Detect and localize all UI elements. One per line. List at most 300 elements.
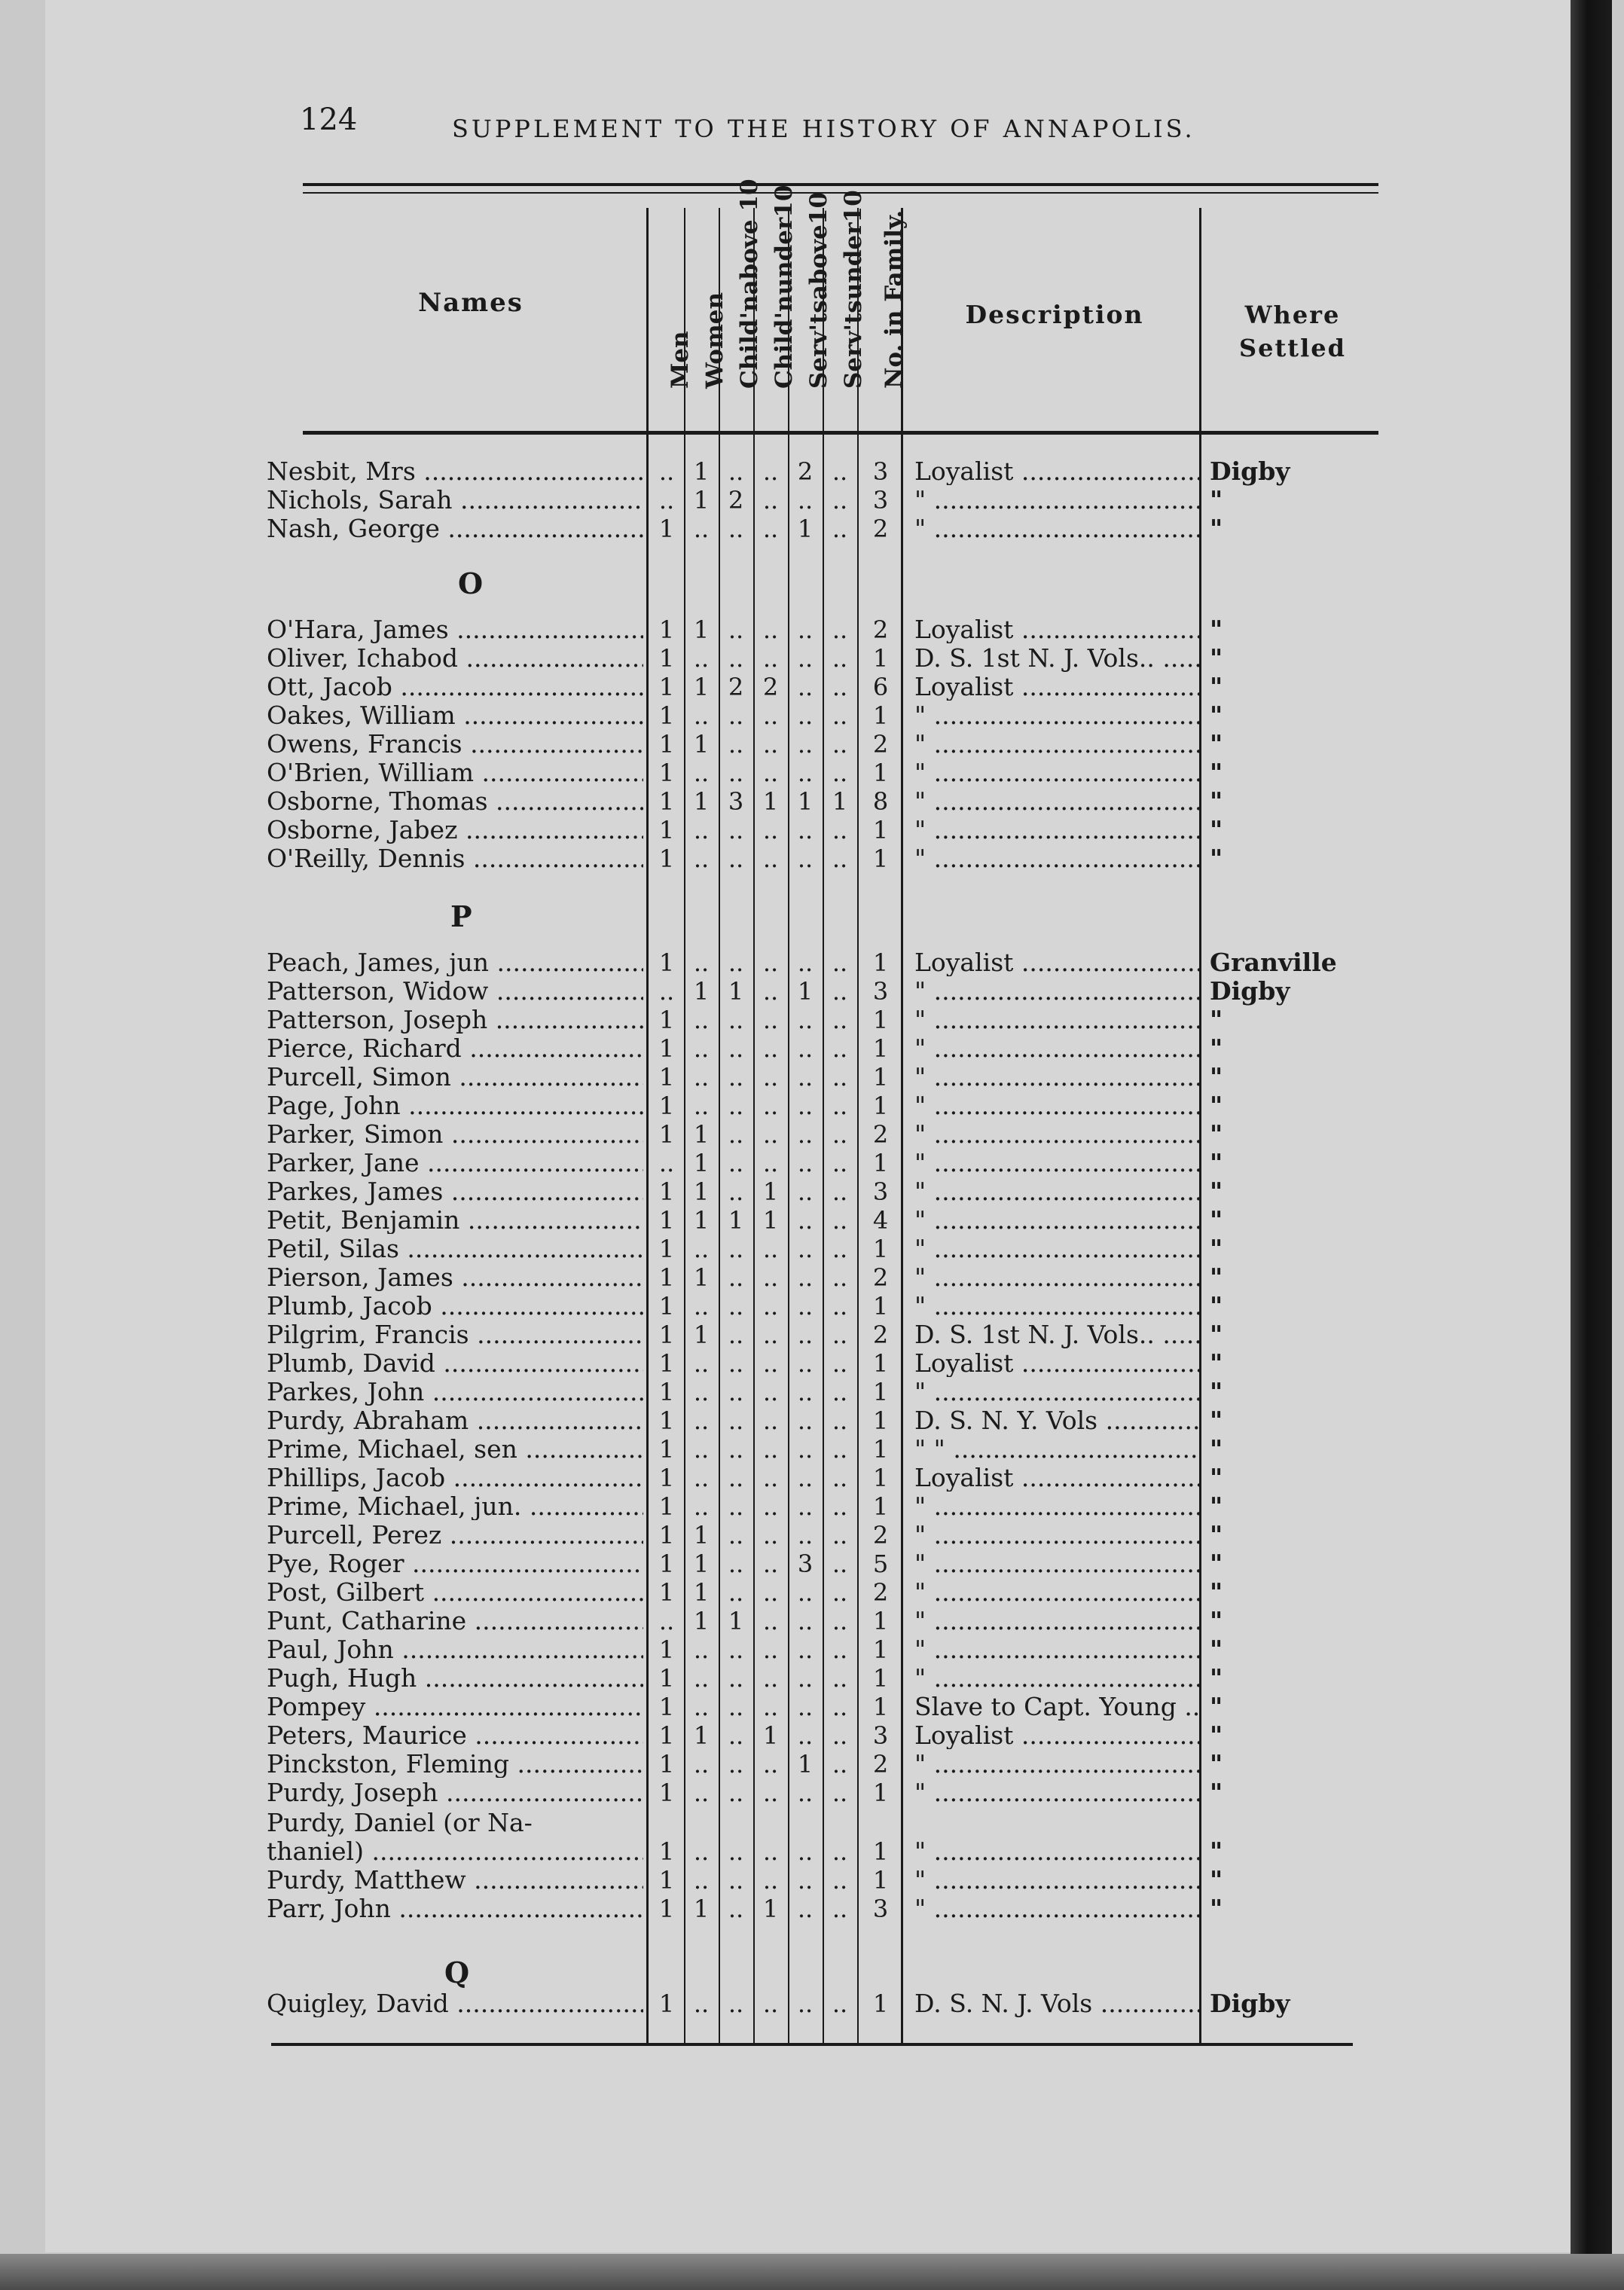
row-name: Page, John ..... [267,1092,643,1119]
row-where-settled: " [1210,815,1223,844]
table-row [0,702,1529,732]
table-row [0,1379,1529,1409]
row-description: " ..... [914,1895,1199,1922]
cell-men: 1 [658,1750,675,1779]
row-description: " ..... [914,1035,1199,1062]
row-where-settled: " [1210,1549,1223,1578]
row-description: " ..... [914,1867,1199,1894]
cell-fam: 2 [872,1521,889,1550]
table-row [0,817,1529,847]
row-description: " ..... [914,1264,1199,1291]
cell-men: 1 [658,1006,675,1034]
cell-ca: .. [728,1120,744,1149]
cell-sa: .. [797,1989,814,2018]
row-where-settled: " [1210,1894,1223,1923]
row-name: Patterson, Joseph ..... [267,1006,643,1034]
cell-su: .. [832,1837,848,1866]
cell-women: .. [693,1435,710,1464]
row-description: " ..... [914,817,1199,844]
row-where-settled: Digby [1210,1989,1290,2018]
row-description: " ..... [914,1207,1199,1234]
cell-ca: 2 [728,486,744,514]
table-row [0,1608,1529,1638]
row-name: O'Brien, William ..... [267,759,643,786]
cell-women: .. [693,1063,710,1092]
table-row [0,1035,1529,1065]
row-where-settled: " [1210,1778,1223,1807]
cell-men: 1 [658,787,675,816]
cell-sa: .. [797,1895,814,1923]
cell-fam: 2 [872,730,889,759]
cell-men: 1 [658,1292,675,1321]
cell-fam: 1 [872,1779,889,1807]
cell-su: .. [832,1521,848,1550]
cell-fam: 1 [872,844,889,873]
row-name: Oakes, William ..... [267,702,643,729]
cell-women: 1 [693,1521,710,1550]
cell-women: 1 [693,1607,710,1635]
table-row [0,1751,1529,1781]
cell-cu: 1 [762,1206,779,1235]
cell-ca: .. [728,644,744,673]
row-where-settled: " [1210,485,1223,514]
cell-cu: .. [762,1235,779,1263]
cell-sa: 1 [797,1750,814,1779]
row-description: " ..... [914,1522,1199,1549]
row-name: Parkes, John ..... [267,1379,643,1406]
row-description: " ..... [914,1751,1199,1778]
cell-men: 1 [658,1177,675,1206]
cell-sa: .. [797,1578,814,1607]
cell-su: .. [832,1492,848,1521]
cell-fam: 1 [872,1989,889,2018]
cell-sa: .. [797,1378,814,1406]
cell-cu: .. [762,644,779,673]
header-children-above: Child'nabove 10 [736,179,763,389]
table-row [0,673,1529,704]
cell-cu: 1 [762,1895,779,1923]
row-where-settled: " [1210,615,1223,644]
row-name: Parr, John ..... [267,1895,643,1922]
row-name: Nash, George ..... [267,515,643,542]
cell-women: 1 [693,486,710,514]
row-description: " ..... [914,1550,1199,1577]
table-row [0,1207,1529,1237]
cell-men: 1 [658,1092,675,1120]
row-description: D. S. N. J. Vols ..... [914,1990,1199,2017]
row-name: Purcell, Simon ..... [267,1064,643,1091]
cell-fam: 1 [872,1837,889,1866]
cell-men: 1 [658,1263,675,1292]
cell-sa: 1 [797,977,814,1006]
cell-fam: 2 [872,1578,889,1607]
cell-sa: .. [797,1664,814,1693]
cell-fam: 5 [872,1550,889,1578]
cell-ca: .. [728,1779,744,1807]
cell-su: .. [832,1635,848,1664]
row-name: Nichols, Sarah ..... [267,487,643,514]
cell-su: .. [832,457,848,486]
table-row [0,1092,1529,1122]
cell-ca: .. [728,615,744,644]
table-row [0,1693,1529,1724]
cell-fam: 1 [872,816,889,844]
header-family: No. in Family. [881,209,908,389]
row-description: D. S. 1st N. J. Vols.. ..... [914,1321,1199,1348]
row-name: Plumb, Jacob ..... [267,1293,643,1320]
table-row [0,1990,1529,2020]
cell-sa: .. [797,730,814,759]
table-row [0,759,1529,789]
cell-fam: 2 [872,615,889,644]
row-name: Pilgrim, Francis ..... [267,1321,643,1348]
cell-men: .. [658,1149,675,1177]
cell-ca: .. [728,1693,744,1721]
cell-su: .. [832,1989,848,2018]
cell-sa: .. [797,1149,814,1177]
row-name: Plumb, David ..... [267,1350,643,1377]
row-name: Peach, James, jun ..... [267,949,643,976]
cell-sa: .. [797,644,814,673]
cell-cu: .. [762,1866,779,1895]
table-row [0,616,1529,646]
table-row [0,458,1529,488]
cell-sa: .. [797,1263,814,1292]
cell-su: .. [832,1578,848,1607]
row-name: Prime, Michael, jun. ..... [267,1493,643,1520]
table-row [0,1350,1529,1380]
cell-fam: 1 [872,1866,889,1895]
row-name: Purdy, Daniel (or Na- [267,1809,533,1837]
cell-fam: 1 [872,1664,889,1693]
row-description: D. S. N. Y. Vols ..... [914,1407,1199,1434]
cell-sa: .. [797,1292,814,1321]
cell-women: 1 [693,1177,710,1206]
table-row [0,1264,1529,1294]
cell-men: 1 [658,1063,675,1092]
row-description: " ..... [914,1006,1199,1034]
row-description: " ..... [914,1064,1199,1091]
cell-women: 1 [693,1578,710,1607]
cell-men: 1 [658,1578,675,1607]
row-where-settled: " [1210,1320,1223,1349]
cell-sa: .. [797,1492,814,1521]
row-description: " ..... [914,845,1199,872]
cell-cu: .. [762,1321,779,1349]
cell-cu: .. [762,457,779,486]
cell-fam: 1 [872,1435,889,1464]
cell-women: .. [693,1378,710,1406]
cell-fam: 2 [872,1120,889,1149]
cell-women: .. [693,1837,710,1866]
cell-fam: 3 [872,1721,889,1750]
cell-men: 1 [658,1866,675,1895]
row-description: " ..... [914,731,1199,758]
cell-ca: 1 [728,977,744,1006]
cell-sa: .. [797,1721,814,1750]
row-name: Purdy, Abraham ..... [267,1407,643,1434]
cell-su: .. [832,730,848,759]
cell-ca: .. [728,759,744,787]
cell-ca: .. [728,1492,744,1521]
table-row [0,1779,1529,1809]
table-row [0,1321,1529,1351]
row-name: Quigley, David ..... [267,1990,643,2017]
cell-su: .. [832,816,848,844]
cell-fam: 1 [872,1063,889,1092]
cell-sa: .. [797,1693,814,1721]
cell-cu: .. [762,1635,779,1664]
cell-fam: 1 [872,1607,889,1635]
row-where-settled: " [1210,1005,1223,1034]
cell-women: .. [693,644,710,673]
row-description: D. S. 1st N. J. Vols.. ..... [914,645,1199,672]
row-description: Loyalist ..... [914,673,1199,701]
row-description: Loyalist ..... [914,1350,1199,1377]
cell-fam: 1 [872,1464,889,1492]
cell-women: .. [693,1464,710,1492]
cell-ca: .. [728,1406,744,1435]
scan-bottom-edge [0,2254,1624,2290]
cell-women: .. [693,1235,710,1263]
row-name: O'Reilly, Dennis ..... [267,845,643,872]
table-row [0,1293,1529,1323]
cell-cu: .. [762,1063,779,1092]
row-name: Punt, Catharine ..... [267,1608,643,1635]
cell-cu: .. [762,514,779,543]
row-name: Osborne, Thomas ..... [267,788,643,815]
cell-cu: .. [762,1492,779,1521]
cell-su: .. [832,1006,848,1034]
cell-ca: .. [728,1292,744,1321]
cell-su: .. [832,1750,848,1779]
row-where-settled: " [1210,1406,1223,1435]
cell-men: 1 [658,1779,675,1807]
row-description: " " ..... [914,1436,1199,1463]
table-row [0,1579,1529,1609]
row-description: Loyalist ..... [914,949,1199,976]
header-where-settled [1199,298,1386,365]
row-where-settled: " [1210,1119,1223,1149]
cell-women: .. [693,1492,710,1521]
cell-sa: .. [797,759,814,787]
row-where-settled: " [1210,1234,1223,1263]
table-row [0,1464,1529,1495]
cell-men: 1 [658,1464,675,1492]
cell-su: .. [832,1607,848,1635]
header-where-line1: Where [1244,301,1341,329]
row-where-settled: " [1210,1148,1223,1177]
cell-su: 1 [832,787,848,816]
cell-cu: 2 [762,673,779,701]
row-description: " ..... [914,759,1199,786]
row-where-settled: " [1210,701,1223,730]
cell-ca: .. [728,844,744,873]
cell-cu: 1 [762,1177,779,1206]
cell-women: .. [693,1006,710,1034]
cell-women: 1 [693,1206,710,1235]
row-description: " ..... [914,702,1199,729]
cell-cu: .. [762,816,779,844]
row-description: Loyalist ..... [914,1464,1199,1492]
header-rule [303,431,1378,435]
cell-sa: .. [797,1063,814,1092]
table-row [0,1522,1529,1552]
cell-cu: .. [762,486,779,514]
row-where-settled: " [1210,1177,1223,1206]
cell-men: 1 [658,673,675,701]
cell-fam: 8 [872,787,889,816]
table-row [0,949,1529,979]
row-where-settled: " [1210,1837,1223,1866]
cell-su: .. [832,615,848,644]
header-servants-under: Serv'tsunder10 [840,190,867,389]
row-where-settled: " [1210,1721,1223,1750]
cell-women: .. [693,701,710,730]
row-where-settled: " [1210,1520,1223,1550]
cell-su: .. [832,1779,848,1807]
cell-su: .. [832,1378,848,1406]
cell-sa: .. [797,1206,814,1235]
row-name: Phillips, Jacob ..... [267,1464,643,1492]
cell-men: 1 [658,1664,675,1693]
row-name: Ott, Jacob ..... [267,673,643,701]
row-where-settled: " [1210,1205,1223,1235]
cell-sa: .. [797,1120,814,1149]
cell-women: .. [693,1406,710,1435]
cell-su: .. [832,1464,848,1492]
row-where-settled: " [1210,729,1223,759]
cell-women: 1 [693,1263,710,1292]
cell-women: .. [693,1292,710,1321]
cell-ca: .. [728,1750,744,1779]
cell-women: 1 [693,787,710,816]
row-description: Slave to Capt. Young ..... [914,1693,1199,1721]
row-description: " ..... [914,1636,1199,1663]
cell-men: 1 [658,644,675,673]
row-name: Parker, Simon ..... [267,1121,643,1148]
cell-ca: .. [728,1235,744,1263]
cell-cu: .. [762,977,779,1006]
cell-men: 1 [658,730,675,759]
cell-su: .. [832,1092,848,1120]
cell-ca: .. [728,816,744,844]
cell-ca: .. [728,514,744,543]
cell-cu: 1 [762,1721,779,1750]
cell-men: 1 [658,1321,675,1349]
cell-ca: .. [728,1866,744,1895]
cell-ca: .. [728,1435,744,1464]
cell-men: 1 [658,615,675,644]
cell-fam: 2 [872,1321,889,1349]
cell-cu: .. [762,1750,779,1779]
cell-men: 1 [658,759,675,787]
cell-ca: .. [728,1664,744,1693]
cell-women: .. [693,1664,710,1693]
cell-cu: .. [762,1779,779,1807]
cell-su: .. [832,1435,848,1464]
cell-women: .. [693,1779,710,1807]
table-row [0,1895,1529,1925]
row-description: " ..... [914,487,1199,514]
row-where-settled: " [1210,1606,1223,1635]
row-where-settled: " [1210,1463,1223,1492]
table-row [0,1665,1529,1695]
row-description: " ..... [914,978,1199,1005]
page-number: 124 [300,102,358,137]
cell-ca: .. [728,1263,744,1292]
table-row [0,1178,1529,1208]
row-where-settled: " [1210,1692,1223,1721]
row-where-settled: " [1210,1091,1223,1120]
cell-su: .. [832,1321,848,1349]
row-description: " ..... [914,1092,1199,1119]
cell-sa: .. [797,816,814,844]
cell-su: .. [832,1550,848,1578]
cell-su: .. [832,1664,848,1693]
cell-fam: 4 [872,1206,889,1235]
cell-su: .. [832,759,848,787]
table-row [0,1006,1529,1037]
cell-sa: .. [797,486,814,514]
row-where-settled: " [1210,758,1223,787]
cell-women: .. [693,1092,710,1120]
cell-sa: 1 [797,514,814,543]
row-description: " ..... [914,1121,1199,1148]
cell-ca: .. [728,1092,744,1120]
row-description: " ..... [914,1838,1199,1865]
cell-fam: 6 [872,673,889,701]
row-description: " ..... [914,1579,1199,1606]
row-name: Parkes, James ..... [267,1178,643,1205]
cell-sa: .. [797,1406,814,1435]
row-where-settled: " [1210,643,1223,673]
cell-fam: 1 [872,948,889,977]
row-where-settled: " [1210,514,1223,543]
cell-men: 1 [658,1206,675,1235]
cell-men: 1 [658,816,675,844]
row-where-settled: " [1210,1348,1223,1378]
row-description: " ..... [914,1665,1199,1692]
cell-women: 1 [693,1149,710,1177]
cell-cu: .. [762,759,779,787]
row-description: " ..... [914,1293,1199,1320]
row-where-settled: Digby [1210,976,1290,1006]
cell-fam: 1 [872,1092,889,1120]
cell-cu: .. [762,1006,779,1034]
cell-cu: .. [762,1464,779,1492]
cell-cu: .. [762,1550,779,1578]
cell-women: 1 [693,977,710,1006]
row-where-settled: " [1210,1865,1223,1895]
top-rule [303,183,1378,186]
table-row [0,1867,1529,1897]
row-where-settled: " [1210,1434,1223,1464]
cell-women: .. [693,759,710,787]
row-name: Purcell, Perez ..... [267,1522,643,1549]
cell-su: .. [832,948,848,977]
cell-cu: .. [762,1406,779,1435]
cell-women: 1 [693,1321,710,1349]
row-where-settled: " [1210,1377,1223,1406]
cell-fam: 3 [872,1177,889,1206]
row-name: Peters, Maurice ..... [267,1722,643,1749]
cell-ca: .. [728,1149,744,1177]
row-name: Paul, John ..... [267,1636,643,1663]
cell-cu: .. [762,1607,779,1635]
cell-men: .. [658,977,675,1006]
cell-cu: .. [762,1120,779,1149]
